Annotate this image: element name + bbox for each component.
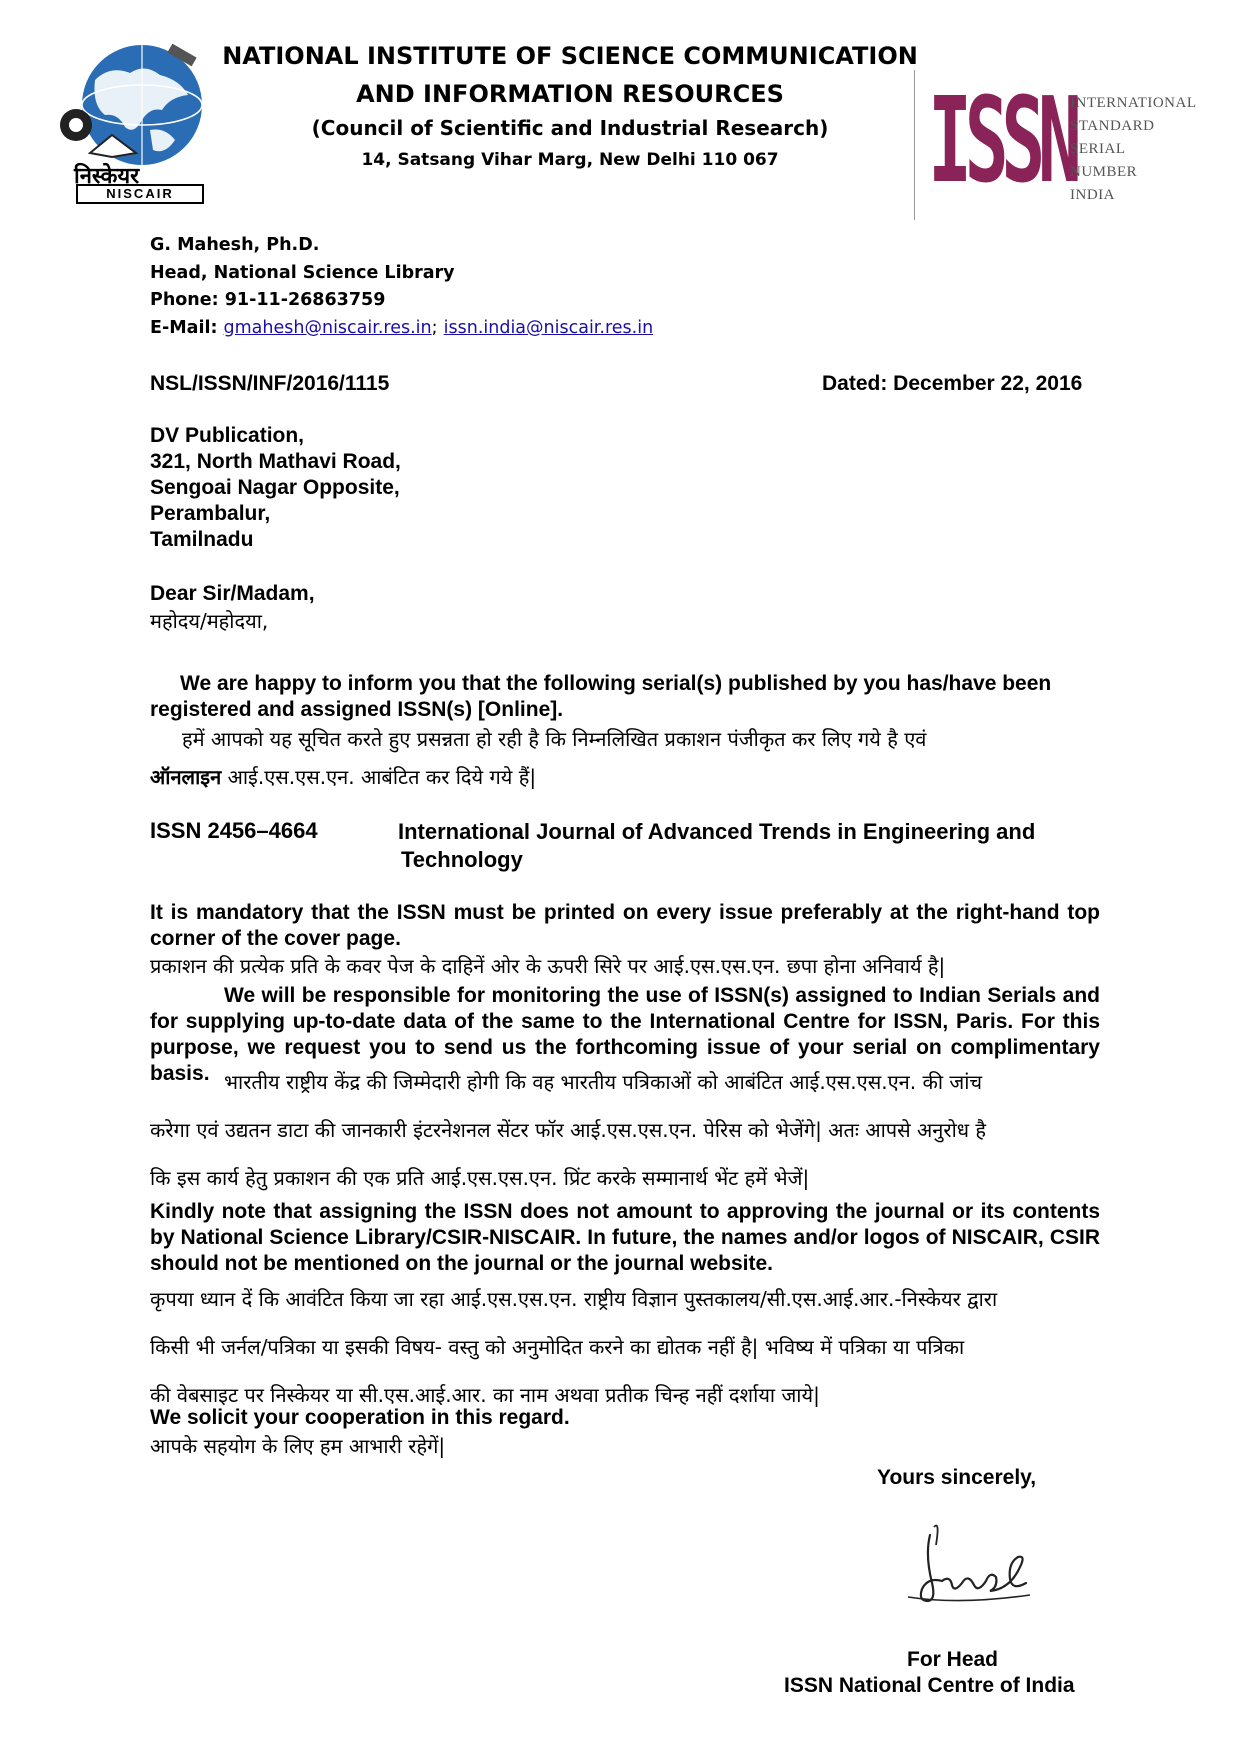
intro-en: We are happy to inform you that the following serial(s) published by you has/have been registered and assigned ISSN(s) [Online]. bbox=[150, 672, 1052, 721]
recipient-line: Tamilnadu bbox=[150, 528, 254, 551]
reference-number: NSL/ISSN/INF/2016/1115 bbox=[150, 372, 390, 395]
sender-name: G. Mahesh, Ph.D. bbox=[150, 235, 320, 255]
monitoring-hi-line3: कि इस कार्य हेतु प्रकाशन की एक प्रति आई.एस.एस.एन. प्रिंट करके सम्मानार्थ भेंट हमें भेजें| bbox=[150, 1166, 810, 1190]
email-separator: ; bbox=[431, 317, 438, 338]
niscair-hindi-label: निस्केयर bbox=[74, 164, 140, 189]
org-name-line1: NATIONAL INSTITUTE OF SCIENCE COMMUNICATION bbox=[222, 42, 918, 70]
org-name-line2: AND INFORMATION RESOURCES bbox=[356, 80, 784, 108]
salutation-en: Dear Sir/Madam, bbox=[150, 582, 315, 605]
journal-title bbox=[398, 818, 1035, 874]
closing-en: We solicit your cooperation in this regard. bbox=[150, 1406, 570, 1429]
salutation-hi: महोदय/महोदया, bbox=[150, 609, 269, 633]
monitoring-hi-line2: करेगा एवं उद्यतन डाटा की जानकारी इंटरनेशनल सेंटर फॉर आई.एस.एस.एन. पेरिस को भेजेंगे| अतः आपसे अनुरोध है bbox=[150, 1118, 987, 1142]
note-hi-line1: कृपया ध्यान दें कि आवंटित किया जा रहा आई.एस.एस.एन. राष्ट्रीय विज्ञान पुस्तकालय/सी.एस.आई.आर.-निस्केयर द्वारा bbox=[150, 1287, 998, 1311]
org-address: 14, Satsang Vihar Marg, New Delhi 110 067 bbox=[361, 150, 779, 170]
for-head: For Head bbox=[907, 1648, 999, 1671]
journal-title-line1: International Journal of Advanced Trends in Engineering and bbox=[398, 819, 1036, 844]
niscair-label: NISCAIR bbox=[76, 184, 204, 204]
sender-phone: Phone: 91-11-26863759 bbox=[150, 290, 386, 310]
header-divider bbox=[914, 70, 915, 220]
issn-centre: ISSN National Centre of India bbox=[784, 1674, 1075, 1697]
email-label: E-Mail: bbox=[150, 317, 218, 338]
journal-title-line2: Technology bbox=[401, 847, 523, 872]
issn-logo: ISSN bbox=[928, 71, 1075, 209]
monitoring-hi bbox=[150, 1058, 1120, 1202]
recipient-line: 321, North Mathavi Road, bbox=[150, 450, 401, 473]
issn-logo-line: SERIAL bbox=[1070, 141, 1126, 157]
mandatory-hi: प्रकाशन की प्रत्येक प्रति के कवर पेज के दाहिनें ओर के ऊपरी सिरे पर आई.एस.एस.एन. छपा होना अनिवार्य है| bbox=[150, 954, 946, 978]
recipient-line: Sengoai Nagar Opposite, bbox=[150, 476, 400, 499]
note-en: Kindly note that assigning the ISSN does not amount to approving the journal or its contents by National Science Library/CSIR-NISCAIR. In future, the names and/or logos of NISCAIR, CSIR should not be mentioned on the journal or the journal website. bbox=[150, 1200, 1100, 1275]
council-name: (Council of Scientific and Industrial Research) bbox=[311, 116, 829, 140]
issn-logo-line: STANDARD bbox=[1070, 118, 1155, 134]
email-link-2[interactable]: issn.india@niscair.res.in bbox=[443, 317, 654, 338]
monitoring-en: We will be responsible for monitoring the use of ISSN(s) assigned to Indian Serials and for supplying up-to-date data of the same to the International Centre for ISSN, Paris. For this purpose, we request you to send us the forthcoming issue of your serial on complimentary basis. bbox=[150, 984, 1100, 1085]
monitoring-hi-line1: भारतीय राष्ट्रीय केंद्र की जिम्मेदारी होगी कि वह भारतीय पत्रिकाओं को आबंटित आई.एस.एस.एन. की जांच bbox=[224, 1070, 983, 1094]
issn-logo-line: INTERNATIONAL bbox=[1070, 95, 1197, 111]
recipient-line: Perambalur, bbox=[150, 502, 271, 525]
recipient-address bbox=[150, 423, 401, 553]
intro-hi-line1: हमें आपको यह सूचित करते हुए प्रसन्नता हो रही है कि निम्नलिखित प्रकाशन पंजीकृत कर लिए गये है एवं bbox=[182, 727, 927, 751]
signature-icon bbox=[870, 1505, 1050, 1615]
intro-hi bbox=[150, 720, 1110, 796]
note-hi-line2: किसी भी जर्नल/पत्रिका या इसकी विषय- वस्तु को अनुमोदित करने का द्योतक नहीं है| भविष्य में पत्रिका या पत्रिका bbox=[150, 1335, 965, 1359]
intro-hi-line2: आई.एस.एस.एन. आबंटित कर दिये गये हैं| bbox=[227, 765, 537, 789]
closing-hi: आपके सहयोग के लिए हम आभारी रहेगें| bbox=[150, 1434, 446, 1458]
issn-logo-text bbox=[1070, 92, 1196, 207]
intro-hi-bold: ऑनलाइन bbox=[150, 765, 222, 789]
email-link-1[interactable]: gmahesh@niscair.res.in bbox=[223, 317, 432, 338]
yours-sincerely: Yours sincerely, bbox=[877, 1466, 1037, 1489]
sender-title: Head, National Science Library bbox=[150, 262, 455, 283]
issn-logo-line: INDIA bbox=[1070, 187, 1115, 203]
mandatory-en: It is mandatory that the ISSN must be printed on every issue preferably at the right-hand top corner of the cover page. bbox=[150, 901, 1100, 950]
sender-email bbox=[150, 315, 653, 343]
note-hi bbox=[150, 1275, 1120, 1419]
sender-block bbox=[150, 232, 653, 342]
letter-date: Dated: December 22, 2016 bbox=[822, 372, 1083, 395]
journal-issn: ISSN 2456–4664 bbox=[150, 818, 318, 843]
note-hi-line3: की वेबसाइट पर निस्केयर या सी.एस.आई.आर. का नाम अथवा प्रतीक चिन्ह नहीं दर्शाया जाये| bbox=[150, 1383, 820, 1407]
issn-logo-line: NUMBER bbox=[1070, 164, 1138, 180]
recipient-line: DV Publication, bbox=[150, 424, 305, 447]
signature bbox=[870, 1505, 1050, 1615]
